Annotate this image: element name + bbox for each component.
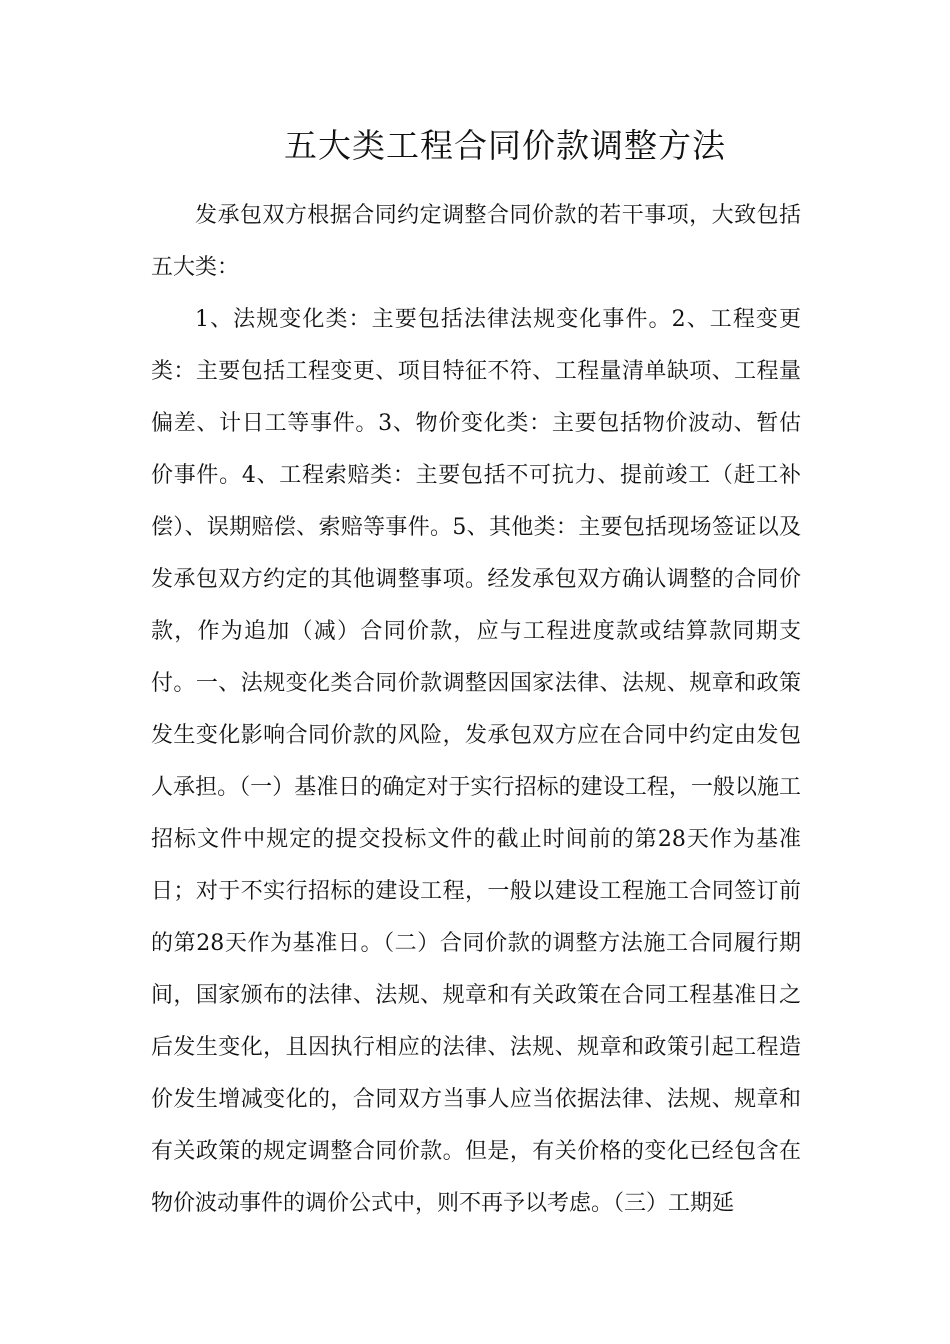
paragraph-intro: 发承包双方根据合同约定调整合同价款的若干事项，大致包括五大类： — [151, 203, 801, 280]
document-title: 五大类工程合同价款调整方法 — [284, 126, 726, 165]
document-body — [151, 190, 801, 1230]
paragraph-main: 1、法规变化类：主要包括法律法规变化事件。2、工程变更类：主要包括工程变更、项目特征不符、工程量清单缺项、工程量偏差、计日工等事件。3、物价变化类：主要包括物价波动、暂估价事件。4、工程索赔类：主要包括不可抗力、提前竣工（赶工补偿）、误期赔偿、索赔等事件。5、其他类：主要包括现场签证以及发承包双方约定的其他调整事项。经发承包双方确认调整的合同价款，作为追加（减）合同价款，应与工程进度款或结算款同期支付。一、法规变化类合同价款调整因国家法律、法规、规章和政策发生变化影响合同价款的风险，发承包双方应在合同中约定由发包人承担。（一）基准日的确定对于实行招标的建设工程，一般以施工招标文件中规定的提交投标文件的截止时间前的第28天作为基准日；对于不实行招标的建设工程，一般以建设工程施工合同签订前的第28天作为基准日。（二）合同价款的调整方法施工合同履行期间，国家颁布的法律、法规、规章和有关政策在合同工程基准日之后发生变化，且因执行相应的法律、法规、规章和政策引起工程造价发生增减变化的，合同双方当事人应当依据法律、法规、规章和有关政策的规定调整合同价款。但是，有关价格的变化已经包含在物价波动事件的调价公式中，则不再予以考虑。（三）工期延 — [151, 307, 801, 1216]
